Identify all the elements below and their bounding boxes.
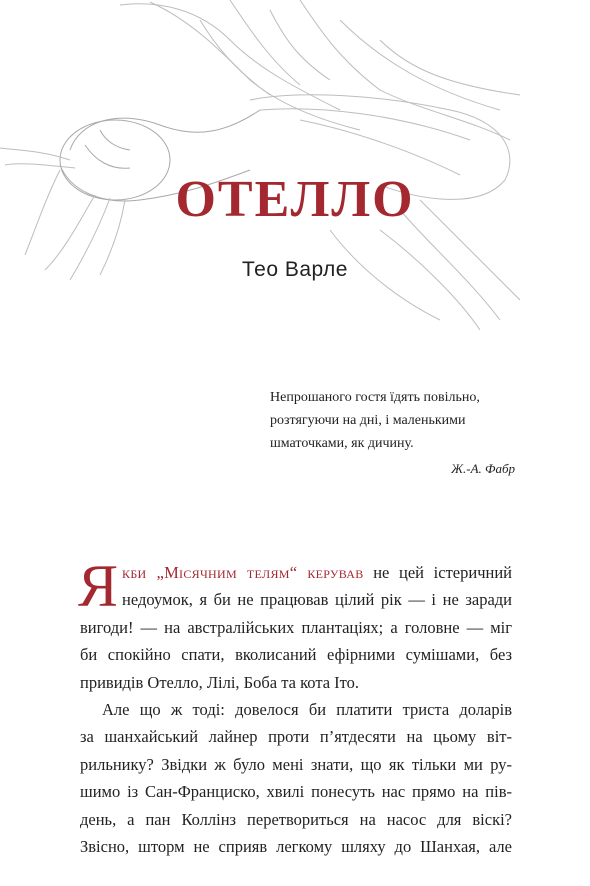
text-line: Звісно, шторм не сприяв легкому шляху до Шанхая, але — [80, 836, 512, 856]
text-line: за шанхайський лайнер проти п’ятдесяти на цьому віт- — [80, 727, 512, 747]
epigraph-line: шматочками, як дичину. — [270, 436, 414, 451]
paragraph — [80, 696, 512, 860]
lead-in: кби „Місячним телям“ керував — [122, 563, 364, 582]
text-line: вигоди! — на австралійських плантаціях; а головне — міг — [80, 617, 512, 637]
text-line: рильнику? Звідки ж було мені знати, що як тільки ми ру- — [80, 754, 512, 774]
author-name: Тео Варле — [242, 258, 348, 281]
drop-cap: Я — [78, 553, 119, 619]
epigraph-line: Непрошаного гостя їдять повільно, — [270, 390, 480, 405]
text-line: шимо із Сан-Франциско, хвилі понесуть нас прямо на пів- — [80, 782, 512, 802]
text-line: Але що ж тоді: довелося би платити триста доларів — [102, 699, 512, 719]
text-line: день, а пан Коллінз перетвориться на насос для віскі? — [80, 809, 512, 829]
paragraph — [78, 553, 512, 696]
text-line: недоумок, я би не працював цілий рік — і не заради — [122, 590, 512, 610]
text-line: би спокійно спати, вколисаний ефірними сумішами, без — [80, 645, 512, 665]
text-line: кби „Місячним телям“ керував не цей істеричний — [122, 563, 512, 582]
text-line: привидів Отелло, Лілі, Боба та кота Іто. — [80, 672, 360, 692]
chapter-body — [78, 553, 512, 860]
page-title: ОТЕЛЛО — [175, 171, 415, 228]
epigraph-attribution: Ж.-А. Фабр — [451, 461, 515, 476]
epigraph-line: розтягуючи на дні, і маленькими — [270, 413, 466, 428]
epigraph — [270, 386, 515, 480]
